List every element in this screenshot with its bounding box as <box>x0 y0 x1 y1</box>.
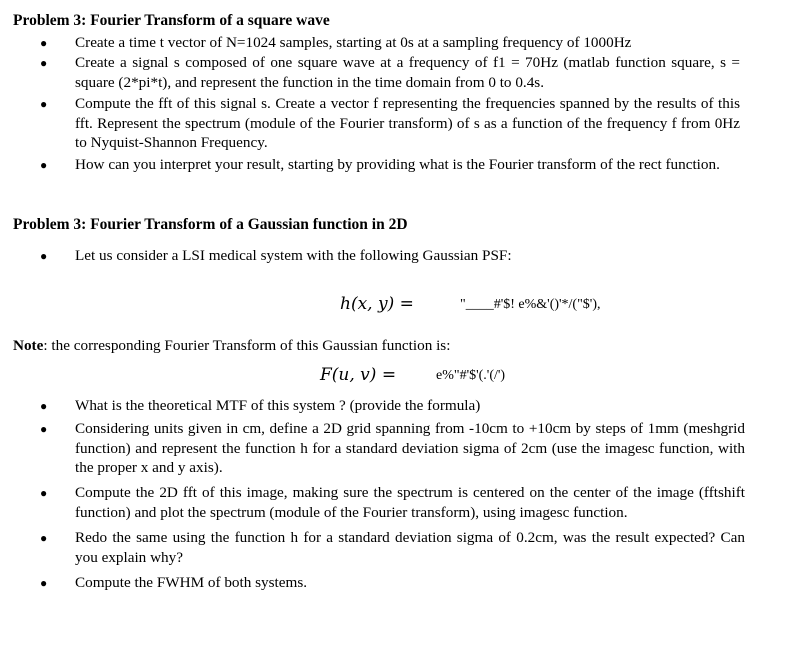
bullet-text: Considering units given in cm, define a 2D grid spanning from -10cm to +10cm by steps of 1mm (meshgrid function) and represent the function h for a standard deviation sigma of 2cm (use the imagesc function, with the proper x and y axis). <box>75 420 745 476</box>
bullet-dot: ● <box>40 36 48 50</box>
problem-1-title: Problem 3: Fourier Transform of a square wave <box>13 12 330 29</box>
psf-formula-lhs: h(x, y) = <box>340 294 414 314</box>
bullet-dot: ● <box>40 422 48 436</box>
ft-formula-rhs: e%"#'$'(.'(/') <box>436 368 506 383</box>
bullet-text: How can you interpret your result, starting by providing what is the Fourier transform of the rect function. <box>75 156 720 173</box>
bullet-dot: ● <box>40 399 48 413</box>
bullet-text: Compute the 2D fft of this image, making sure the spectrum is centered on the center of the image (fftshift function) and plot the spectrum (module of the Fourier transform), using imagesc function. <box>75 484 745 521</box>
bullet-dot: ● <box>40 486 48 500</box>
bullet-text: Compute the FWHM of both systems. <box>75 574 308 591</box>
problem-2-title: Problem 3: Fourier Transform of a Gaussian function in 2D <box>13 216 408 233</box>
note-text: : the corresponding Fourier Transform of this Gaussian function is: <box>43 337 451 354</box>
intro-text: Let us consider a LSI medical system with the following Gaussian PSF: <box>75 247 512 264</box>
bullet-dot: ● <box>40 249 48 263</box>
bullet-dot: ● <box>40 576 48 590</box>
bullet-text: Create a time t vector of N=1024 samples, starting at 0s at a sampling frequency of 1000Hz <box>75 34 632 51</box>
psf-formula-rhs: "____#'$! e%&'()'*/("$'), <box>460 297 601 312</box>
bullet-dot: ● <box>40 56 48 70</box>
bullet-text: Redo the same using the function h for a standard deviation sigma of 0.2cm, was the result expected? Can you explain why? <box>75 529 745 566</box>
bullet-dot: ● <box>40 531 48 545</box>
bullet-text: Compute the fft of this signal s. Create a vector f representing the frequencies spanned by the results of this fft. Represent the spectrum (module of the Fourier transform) of s as a function of the frequency f from 0Hz to Nyquist-Shannon Frequency. <box>75 95 740 151</box>
note-label: Note <box>13 337 44 354</box>
bullet-dot: ● <box>40 158 48 172</box>
ft-formula-lhs: F(u, v) = <box>320 365 397 385</box>
bullet-dot: ● <box>40 97 48 111</box>
bullet-text: What is the theoretical MTF of this system ? (provide the formula) <box>75 397 481 414</box>
note-line <box>13 337 450 355</box>
bullet-text: Create a signal s composed of one square wave at a frequency of f1 = 70Hz (matlab function square, s = square (2*pi*t), and represent the function in the time domain from 0 to 0.4s. <box>75 54 740 91</box>
